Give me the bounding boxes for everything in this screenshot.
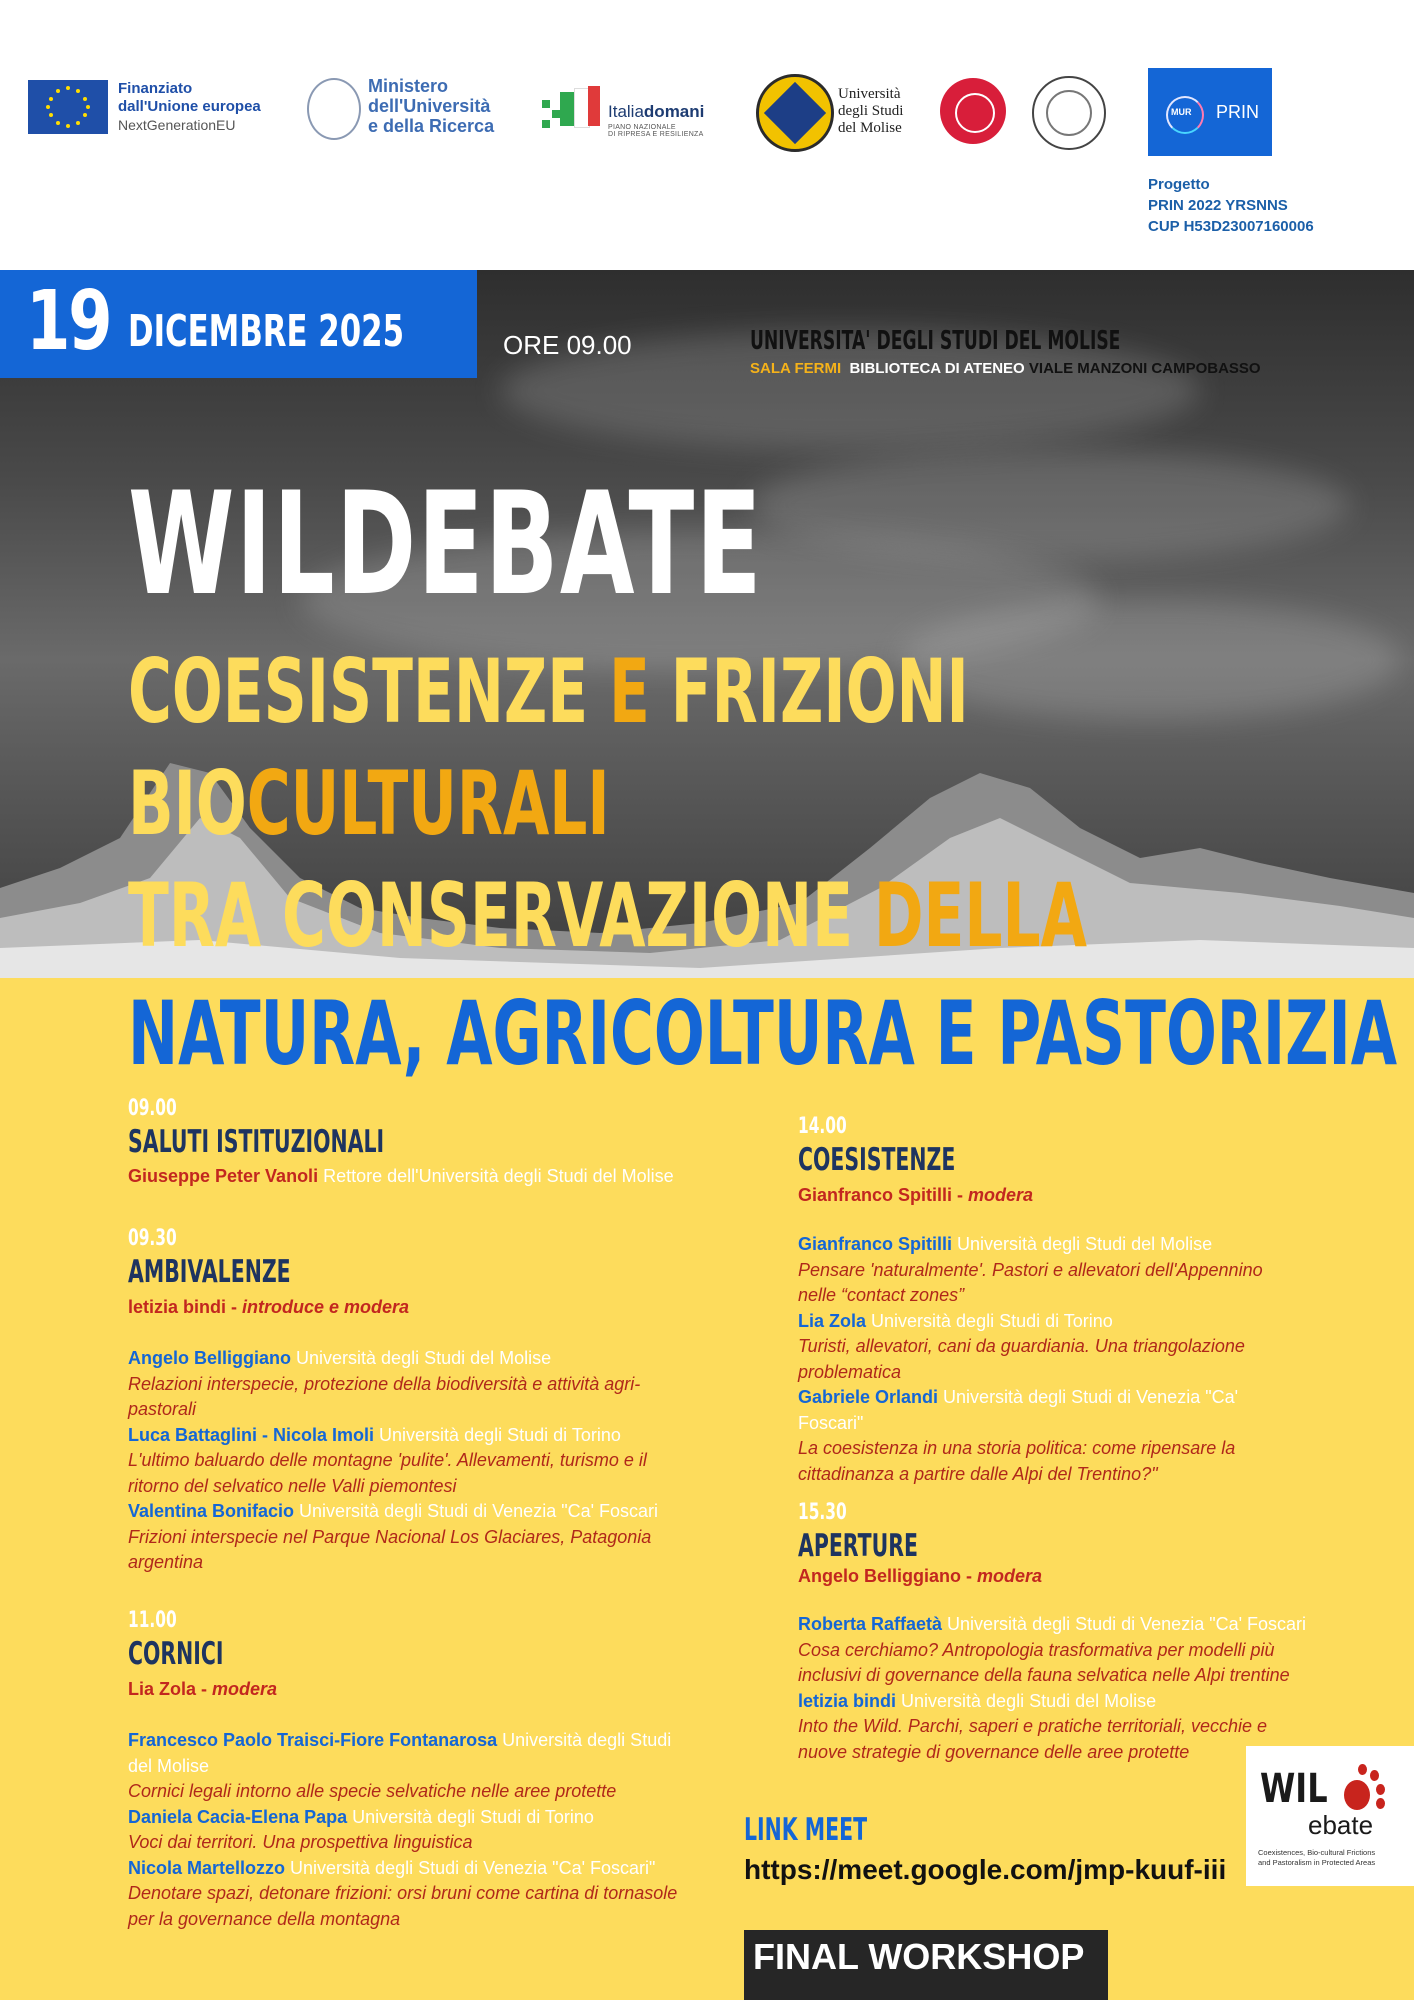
session-moderator: Lia Zola - modera (128, 1679, 278, 1699)
session-title: AMBIVALENZE (128, 1254, 291, 1290)
session-title: SALUTI ISTITUZIONALI (128, 1124, 385, 1160)
logo-header (0, 0, 1414, 270)
project-code: Progetto PRIN 2022 YRSNNS CUP H53D23007160006 (1148, 176, 1314, 235)
session-title: COESISTENZE (798, 1142, 956, 1178)
republic-emblem-icon (307, 78, 361, 140)
session-time: 11.00 (128, 1608, 177, 1633)
session-time: 09.30 (128, 1226, 177, 1251)
talk-list: Gianfranco Spitilli Università degli Studi del Molise Pensare 'naturalmente'. Pastori e allevatori dell'Appennino nelle “contact zones” Lia Zola Università degli Studi di Torino Turisti, allevatori, cani da guardiania. Una triangolazione problematica Gabriele Orlandi Università degli Studi di Venezia "Ca' Foscari" La coesistenza in una storia politica: come ripensare la cittadinanza a partire dalle Alpi del Trentino?" (798, 1234, 1263, 1484)
eu-flag-icon (28, 80, 108, 134)
wildebate-tagline: Coexistences, Bio-cultural Frictions and Pastoralism in Protected Areas (1258, 1848, 1376, 1867)
talk-list: Roberta Raffaetà Università degli Studi di Venezia "Ca' Foscari Cosa cerchiamo? Antropologia trasformativa per modelli più inclusivi di governance della fauna selvatica nelle Alpi trentine letizia bindi Università degli Studi del Molise Into the Wild. Parchi, saperi e pratiche territoriali, vecchie e nuove strategie di governance delle aree protette (798, 1614, 1307, 1762)
meet-link[interactable]: https://meet.google.com/jmp-kuuf-iii (744, 1854, 1227, 1885)
subtitle-line-1: COESISTENZE E FRIZIONI (128, 640, 969, 743)
italiadomani-label: Italiadomani (608, 102, 705, 121)
session-title: CORNICI (128, 1636, 224, 1672)
venue-details: SALA FERMI BIBLIOTECA DI ATENEO VIALE MANZONI CAMPOBASSO (750, 360, 1261, 377)
wildebate-logo-bottom: ebate (1308, 1810, 1374, 1840)
talk-list: Angelo Belliggiano Università degli Studi del Molise Relazioni interspecie, protezione della biodiversità e attività agri- pastorali Luca Battaglini - Nicola Imoli Università degli Studi di Torino L'ultimo baluardo delle montagne 'pulite'. Allevamenti, turismo e il ritorno del selvatico nelle Valli piemontesi Valentina Bonifacio Università degli Studi di Venezia "Ca' Foscari Frizioni interspecie nel Parque Nacional Los Glaciares, Patagonia argentina (128, 1348, 659, 1572)
university-grey-seal-icon (1032, 76, 1106, 150)
prin-logo (1148, 68, 1272, 156)
university-red-seal-icon (940, 78, 1006, 144)
meet-link-label: LINK MEET (744, 1812, 868, 1848)
italiadomani-subtitle: PIANO NAZIONALE DI RIPRESA E RESILIENZA (608, 124, 704, 138)
session-moderator: letizia bindi - introduce e modera (128, 1297, 410, 1317)
final-workshop-label: FINAL WORKSHOP (753, 1936, 1085, 1977)
speaker-entry: Giuseppe Peter Vanoli Rettore dell'Università degli Studi del Molise (128, 1166, 674, 1186)
subtitle-line-2: BIOCULTURALI (128, 752, 610, 855)
session-time: 15.30 (798, 1500, 847, 1525)
prin-label: PRIN (1216, 102, 1260, 122)
eu-funding-label: Finanziato dall'Unione europea NextGenerationEU (118, 80, 261, 133)
unimol-label: Università degli Studi del Molise (838, 86, 904, 136)
session-moderator: Angelo Belliggiano - modera (798, 1566, 1043, 1586)
session-title: APERTURE (798, 1528, 918, 1564)
event-time: ORE 09.00 (503, 330, 632, 360)
event-title: WILDEBATE (128, 462, 763, 627)
mur-label: Ministero dell'Università e della Ricerca (368, 76, 495, 136)
venue-title: UNIVERSITA' DEGLI STUDI DEL MOLISE (750, 326, 1121, 356)
subtitle-line-3: TRA CONSERVAZIONE DELLA (128, 864, 1087, 967)
session-time: 09.00 (128, 1096, 177, 1121)
event-day: 19 (26, 274, 111, 369)
wildebate-logo (1246, 1746, 1414, 1886)
wildebate-logo-top: WIL (1260, 1766, 1328, 1812)
unimol-seal-icon (756, 74, 834, 152)
event-month-year: DICEMBRE 2025 (128, 306, 404, 357)
session-moderator: Gianfranco Spitilli - modera (798, 1185, 1034, 1205)
prin-mur-badge: MUR (1171, 107, 1192, 117)
subtitle-line-4: NATURA, AGRICOLTURA E PASTORIZIA (128, 982, 1398, 1085)
talk-list: Francesco Paolo Traisci-Fiore Fontanarosa Università degli Studi del Molise Cornici legali intorno alle specie selvatiche nelle aree protette Daniela Cacia-Elena Papa Università degli Studi di Torino Voci dai territori. Una prospettiva linguistica Nicola Martellozzo Università degli Studi di Venezia "Ca' Foscari" Denotare spazi, detonare frizioni: orsi bruni come cartina di tornasole per la governance della montagna (128, 1730, 678, 1929)
session-time: 14.00 (798, 1114, 847, 1139)
